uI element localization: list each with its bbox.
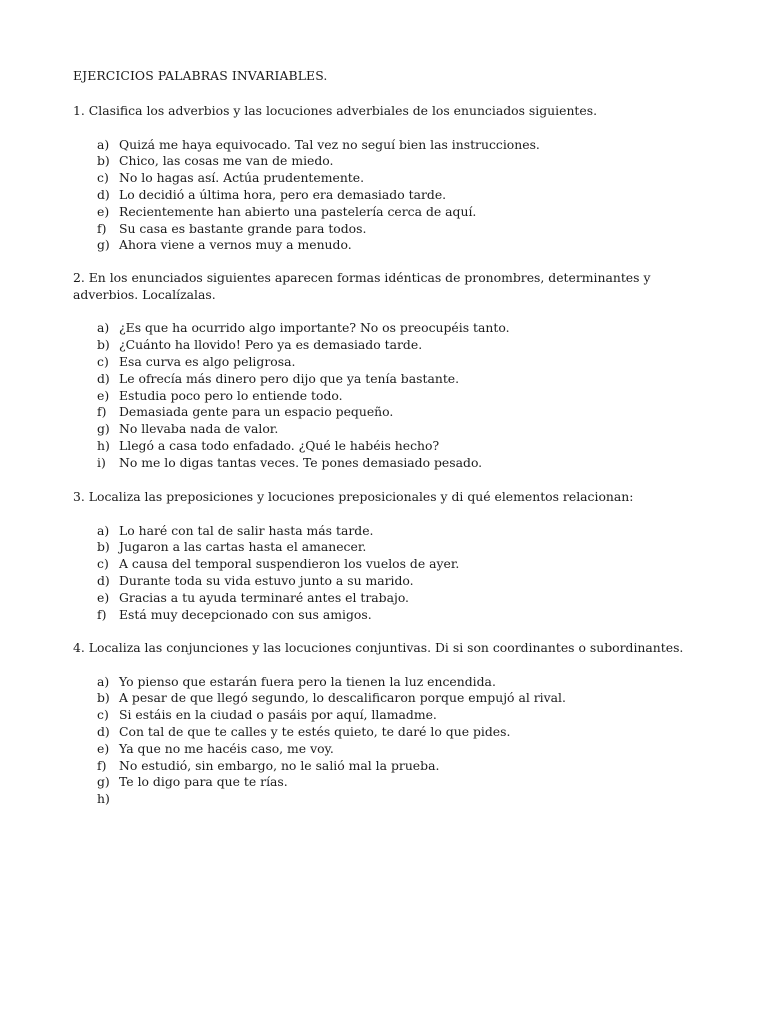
item-text: Si estáis en la ciudad o pasáis por aquí, llamadme. [119, 707, 437, 723]
item-text: Con tal de que te calles y te estés quieto, te daré lo que pides. [119, 723, 511, 739]
item-text: Chico, las cosas me van de miedo. [119, 153, 334, 169]
item-marker: f) [97, 606, 107, 622]
item-marker: a) [97, 320, 110, 336]
item-text: No llevaba nada de valor. [119, 421, 279, 437]
item-marker: d) [97, 186, 110, 202]
item-marker: b) [97, 337, 110, 353]
exercise-item-list [73, 523, 693, 624]
list-item [73, 791, 693, 808]
exercise-question: 2. En los enunciados siguientes aparecen formas idénticas de pronombres, determinantes y adverbios. Localízalas. [73, 270, 651, 302]
item-marker: g) [97, 421, 110, 437]
item-text: Ahora viene a vernos muy a menudo. [119, 237, 352, 253]
item-marker: f) [97, 220, 107, 236]
list-item [73, 556, 693, 573]
list-item [73, 371, 693, 388]
item-text: Estudia poco pero lo entiende todo. [119, 387, 343, 403]
document-title: EJERCICIOS PALABRAS INVARIABLES. [73, 68, 328, 83]
item-marker: b) [97, 690, 110, 706]
item-text: Recientemente han abierto una pastelería cerca de aquí. [119, 203, 477, 219]
list-item [73, 607, 693, 624]
item-text: A pesar de que llegó segundo, lo descalificaron porque empujó al rival. [119, 690, 566, 706]
item-marker: d) [97, 572, 110, 588]
list-item [73, 221, 693, 238]
item-text: Te lo digo para que te rías. [119, 774, 288, 790]
list-item [73, 320, 693, 337]
item-text: Gracias a tu ayuda terminaré antes el trabajo. [119, 589, 409, 605]
list-item [73, 690, 693, 707]
list-item [73, 204, 693, 221]
item-marker: c) [97, 556, 109, 572]
list-item [73, 707, 693, 724]
item-text: ¿Es que ha ocurrido algo importante? No os preocupéis tanto. [119, 320, 510, 336]
item-marker: d) [97, 723, 110, 739]
list-item [73, 674, 693, 691]
list-item [73, 153, 693, 170]
list-item [73, 438, 693, 455]
item-marker: f) [97, 404, 107, 420]
exercise-item-list [73, 137, 693, 255]
item-text: Yo pienso que estarán fuera pero la tienen la luz encendida. [119, 673, 496, 689]
list-item [73, 741, 693, 758]
list-item [73, 590, 693, 607]
item-text: No me lo digas tantas veces. Te pones demasiado pesado. [119, 454, 483, 470]
item-marker: d) [97, 370, 110, 386]
list-item [73, 774, 693, 791]
item-marker: i) [97, 454, 106, 470]
item-marker: e) [97, 589, 110, 605]
list-item [73, 137, 693, 154]
item-marker: e) [97, 387, 110, 403]
list-item [73, 455, 693, 472]
item-marker: b) [97, 153, 110, 169]
item-text: No estudió, sin embargo, no le salió mal la prueba. [119, 757, 440, 773]
item-text: A causa del temporal suspendieron los vuelos de ayer. [119, 556, 460, 572]
item-text: Durante toda su vida estuvo junto a su marido. [119, 572, 414, 588]
list-item [73, 187, 693, 204]
item-text: Le ofrecía más dinero pero dijo que ya tenía bastante. [119, 370, 460, 386]
item-marker: c) [97, 170, 109, 186]
list-item [73, 573, 693, 590]
list-item [73, 388, 693, 405]
exercise-section-2 [73, 270, 693, 472]
item-text: Jugaron a las cartas hasta el amanecer. [119, 539, 367, 555]
item-text: Está muy decepcionado con sus amigos. [119, 606, 372, 622]
item-text: ¿Cuánto ha llovido! Pero ya es demasiado tarde. [119, 337, 423, 353]
item-marker: a) [97, 136, 110, 152]
exercise-section-3 [73, 489, 693, 623]
item-text: Quizá me haya equivocado. Tal vez no seguí bien las instrucciones. [119, 136, 540, 152]
exercise-question: 1. Clasifica los adverbios y las locuciones adverbiales de los enunciados siguientes. [73, 103, 598, 118]
item-marker: f) [97, 757, 107, 773]
exercise-item-list [73, 674, 693, 808]
list-item [73, 421, 693, 438]
item-marker: b) [97, 539, 110, 555]
item-marker: g) [97, 237, 110, 253]
list-item [73, 404, 693, 421]
list-item [73, 354, 693, 371]
exercise-item-list [73, 320, 693, 471]
exercise-section-1 [73, 103, 693, 254]
list-item [73, 539, 693, 556]
list-item [73, 237, 693, 254]
item-marker: c) [97, 353, 109, 369]
item-marker: a) [97, 673, 110, 689]
item-marker: h) [97, 791, 110, 807]
list-item [73, 758, 693, 775]
item-text: Ya que no me hacéis caso, me voy. [119, 740, 334, 756]
item-marker: h) [97, 437, 110, 453]
list-item [73, 170, 693, 187]
item-marker: a) [97, 522, 110, 538]
item-marker: e) [97, 740, 110, 756]
item-marker: g) [97, 774, 110, 790]
item-text: No lo hagas así. Actúa prudentemente. [119, 170, 365, 186]
exercise-question: 4. Localiza las conjunciones y las locuciones conjuntivas. Di si son coordinantes o subordinantes. [73, 640, 684, 655]
item-text: Llegó a casa todo enfadado. ¿Qué le habéis hecho? [119, 437, 440, 453]
exercise-question: 3. Localiza las preposiciones y locuciones preposicionales y di qué elementos relacionan: [73, 489, 634, 504]
item-text: Su casa es bastante grande para todos. [119, 220, 367, 236]
item-text: Lo haré con tal de salir hasta más tarde. [119, 522, 374, 538]
item-marker: e) [97, 203, 110, 219]
list-item [73, 337, 693, 354]
item-text: Demasiada gente para un espacio pequeño. [119, 404, 394, 420]
item-text: Lo decidió a última hora, pero era demasiado tarde. [119, 186, 447, 202]
list-item [73, 724, 693, 741]
item-text: Esa curva es algo peligrosa. [119, 353, 296, 369]
item-marker: c) [97, 707, 109, 723]
exercise-section-4 [73, 640, 693, 808]
list-item [73, 523, 693, 540]
